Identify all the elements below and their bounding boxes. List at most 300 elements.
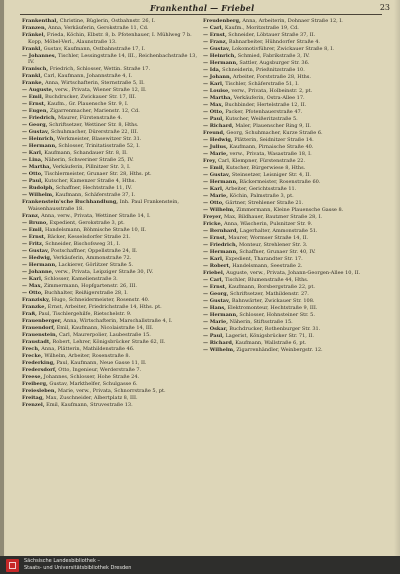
entry-name: — Friedrich,	[203, 242, 238, 248]
entry-details: Schriftsetzer, Wettiner Str. 8, Hths.	[49, 122, 139, 128]
entry-details: Werkmeister, Blasewitzer Str. 31.	[56, 136, 142, 142]
directory-entry	[22, 66, 198, 73]
directory-entry	[203, 74, 379, 81]
entry-details: Auguste, verw., Privata, Johann-Georgen-Allee 10, II.	[226, 270, 361, 276]
entry-details: Steinsetzer, Leisniger Str. 4, II.	[231, 172, 311, 178]
entry-details: Bahnarbeiter, Hühndorfer Straße 4.	[228, 39, 320, 45]
entry-name: — Emil,	[203, 165, 225, 171]
entry-details: Georg, Schuhmacher, Kurze Straße 6.	[226, 130, 323, 136]
entry-name: Frauendorf,	[22, 324, 56, 331]
directory-entry	[22, 297, 198, 304]
directory-entry	[22, 122, 198, 129]
entry-name: — Louise,	[203, 88, 230, 94]
directory-entry	[203, 60, 379, 67]
entry-details: Lackierer, Görlitzer Straße 5.	[58, 261, 134, 268]
entry-name: Fraß,	[22, 310, 37, 317]
directory-entry	[22, 164, 198, 171]
entry-details: Christine, Büglerin, Ostbahnstr. 26, I.	[59, 18, 156, 24]
entry-details: Arbeiter, Gerichtsstraße 11.	[225, 186, 297, 192]
directory-entry	[203, 81, 379, 88]
directory-entry	[22, 332, 198, 339]
entry-name: Fraustadt,	[22, 338, 51, 345]
entry-details: Verkäuferin, Ostra-Allee 17.	[233, 95, 305, 101]
entry-name: Franzisky,	[22, 296, 51, 303]
directory-entry	[22, 311, 198, 318]
entry-name: — Marie,	[203, 193, 228, 199]
entry-details: Ernst, Arbeiter, Friedrichstraße 14, Hths. pt.	[47, 303, 162, 310]
entry-name: Freitag,	[22, 394, 44, 401]
entry-name: — Hermann,	[203, 249, 238, 255]
entry-name: — Richard,	[203, 123, 234, 129]
directory-entry	[203, 305, 379, 312]
directory-entry	[203, 32, 379, 39]
entry-name: — Hermann,	[22, 261, 57, 268]
entry-details: Verkäuferin, Ammonstraße 72.	[53, 254, 132, 261]
entry-details: Marie, verw., Privata, Schnorrstraße 5, pt.	[57, 387, 166, 394]
entry-details: Emil, Kaufmann, Nicolaistraße 14, III.	[56, 324, 154, 331]
entry-name: — Marie,	[203, 319, 228, 325]
entry-details: Johannes, Schlosser, Hohe Straße 24.	[43, 373, 140, 380]
directory-entry	[22, 374, 198, 381]
entry-details: Kaufm., Gr. Plauensche Str. 9, I.	[47, 101, 129, 107]
directory-entry	[22, 353, 198, 360]
directory-entry	[203, 67, 379, 74]
directory-entry	[22, 388, 198, 395]
directory-entry	[22, 360, 198, 367]
entry-details: Buchdrucker, Zwickauer Str. 17, III.	[44, 94, 137, 100]
entry-details: Anna, Wirtschafterin, Marschallstraße 4, I.	[63, 317, 173, 324]
entry-name: — Hermann,	[203, 179, 238, 185]
entry-details: Lagerist, Königsbrücker Str. 71, II.	[225, 333, 314, 339]
directory-entry	[203, 109, 379, 116]
directory-entry	[203, 193, 379, 200]
entry-name: Frankenstein'sche Buchhandlung,	[22, 199, 118, 205]
entry-name: — Otto,	[22, 289, 43, 296]
entry-name: — Ernst,	[203, 284, 227, 290]
directory-entry	[22, 339, 198, 346]
directory-entry	[203, 186, 379, 193]
directory-entry	[22, 199, 198, 212]
directory-entry	[203, 200, 379, 207]
directory-entry	[22, 381, 198, 388]
directory-entry	[22, 87, 198, 94]
directory-entry	[203, 95, 379, 102]
entry-name: — Ida,	[203, 67, 221, 73]
entry-name: — Emil,	[22, 94, 44, 100]
entry-name: — Karl,	[203, 256, 224, 262]
entry-name: — Martha,	[203, 95, 233, 101]
directory-entry	[22, 241, 198, 248]
directory-entry	[22, 94, 198, 101]
entry-details: Bäckermeister, Rosenstraße 60.	[239, 179, 321, 185]
entry-details: Köchin, Palmstraße 3, pt.	[229, 193, 294, 199]
directory-entry	[203, 256, 379, 263]
directory-entry	[203, 319, 379, 326]
entry-details: Bahnwärter, Zwickauer Str. 108.	[231, 298, 315, 304]
entry-details: Inh. Paul Frankenstein, Waisenhausstraße 18.	[28, 199, 179, 212]
entry-name: Frenzel,	[22, 401, 45, 408]
entry-name: — Ernst,	[203, 235, 227, 241]
directory-entry	[203, 221, 379, 228]
entry-details: verw., Privata, Wasastraße 18, I.	[229, 151, 312, 157]
directory-entry	[22, 185, 198, 192]
directory-entry	[203, 298, 379, 305]
entry-details: Anna, Plätterin, Mathildenstraße 46.	[41, 345, 135, 352]
entry-name: — Richard,	[203, 340, 234, 346]
entry-name: — Martha,	[22, 164, 52, 170]
library-logo-icon	[6, 559, 19, 572]
entry-details: verw., Privata, Holbeinstr. 2, pt.	[231, 88, 313, 94]
entry-name: Fränkel,	[22, 32, 46, 38]
entry-details: Handelsmann, Böhmische Straße 10, II.	[44, 226, 147, 233]
library-footer	[0, 556, 400, 574]
entry-name: Frankl,	[22, 45, 43, 52]
entry-details: Schaffner, Grunaer Str. 40, IV.	[239, 249, 316, 255]
entry-name: — Gustav,	[203, 298, 231, 304]
entry-details: Schuhmacher, Dürerstraße 22, III.	[50, 129, 139, 135]
entry-details: Gustav, Kaufmann, Ostbahnstraße 17, I.	[43, 45, 146, 52]
directory-entry	[22, 80, 198, 87]
entry-details: Schlosser, Hohnsteiner Str. 5.	[239, 312, 315, 318]
entry-details: Kaufmann, Borsbergstraße 22, pt.	[228, 284, 315, 290]
directory-entry	[22, 136, 198, 143]
entry-details: Zimmermann, Hopfgartenstr. 26, III.	[43, 282, 137, 289]
directory-entry	[22, 220, 198, 227]
directory-entry	[22, 318, 198, 325]
entry-name: — Heinrich,	[203, 53, 237, 59]
entry-details: Schneider, Löbtauer Straße 37, II.	[228, 32, 316, 38]
directory-entry	[203, 123, 379, 130]
directory-entry	[203, 18, 379, 25]
directory-entry	[22, 283, 198, 290]
entry-details: Handelsmann, Seestraße 2.	[232, 263, 303, 269]
entry-details: Tischler, Schäferstraße 51, I.	[225, 81, 299, 87]
directory-entry	[22, 227, 198, 234]
entry-details: Maurer, Fürstenstraße 4.	[57, 115, 123, 121]
entry-name: — Paul,	[203, 116, 224, 122]
directory-entry	[22, 262, 198, 269]
entry-details: Expedient, Gerokstraße 3, pt.	[49, 219, 125, 226]
entry-name: — Wilhelm,	[203, 347, 235, 353]
entry-name: — Bruno,	[22, 219, 48, 226]
entry-name: — Paul,	[203, 333, 224, 339]
directory-entry	[203, 179, 379, 186]
directory-entry	[203, 242, 379, 249]
directory-entry	[203, 25, 379, 32]
entry-details: Robert, Lehrer, Königsbrücker Straße 62, II.	[52, 338, 166, 345]
library-name-line2: Staats- und Universitätsbibliothek Dresden	[24, 565, 132, 571]
entry-name: — Otto,	[203, 200, 224, 206]
entry-name: — Otto,	[203, 109, 224, 115]
entry-details: Frieda, Köchin, Elbstr. 8, b. Pfotenhauer, I. Mühlweg 7 b. Kopp, Möbel-Verl., Alaunstraße 13.	[28, 32, 192, 45]
entry-details: Kutscher, Weißeritzstraße 5.	[225, 116, 298, 122]
entry-details: Emil, Kaufmann, Struvestraße 13.	[46, 401, 133, 408]
entry-details: Anna, verw., Privata, Wettiner Straße 14, I.	[41, 212, 151, 219]
entry-name: Freund,	[203, 130, 225, 136]
entry-details: Maurer, Wormser Straße 14, II.	[228, 235, 309, 241]
entry-name: — Hans,	[203, 305, 226, 311]
entry-details: Kaufmann, Pirnaische Straße 40.	[229, 144, 314, 150]
entry-name: — Georg,	[203, 291, 229, 297]
directory-entry	[203, 214, 379, 221]
entry-details: Buchhalter, Reißigerstraße 28, I.	[44, 289, 128, 296]
directory-entry	[22, 192, 198, 199]
directory-entry	[203, 88, 379, 95]
entry-name: — Rudolph,	[22, 185, 55, 191]
directory-entry	[22, 395, 198, 402]
entry-name: — Paul,	[22, 178, 43, 184]
entry-name: Frankl,	[22, 73, 43, 79]
directory-entry	[22, 108, 198, 115]
entry-details: Tischler, Lessingstraße 14, III., Reichenbachstraße 13, IV.	[28, 52, 198, 65]
directory-entry	[203, 347, 379, 354]
entry-name: — Julius,	[203, 144, 228, 150]
entry-name: — Karl,	[22, 150, 43, 156]
entry-details: Anna, Arbeiterin, Dohnaer Straße 12, I.	[242, 18, 343, 24]
entry-name: Frey,	[203, 158, 217, 164]
entry-name: — Emil,	[22, 226, 44, 233]
entry-name: — Hedwig,	[203, 137, 233, 143]
entry-details: verw., Privata, Leipziger Straße 30, IV.	[55, 268, 154, 275]
entry-name: Franzen,	[22, 25, 47, 31]
entry-details: verw., Privata, Wiener Straße 12, II.	[55, 87, 147, 93]
entry-name: Frech,	[22, 345, 40, 352]
directory-entry	[22, 178, 198, 185]
entry-name: — Hedwig,	[22, 254, 52, 261]
entry-name: — Robert,	[203, 263, 231, 269]
entry-details: Sattler, Augsburger Str. 36.	[239, 60, 310, 66]
entry-details: Max, Zuschneider, Albertplatz 8, III.	[45, 394, 138, 401]
entry-name: — Carl,	[203, 25, 224, 31]
entry-details: Schneider, Bischofsweg 31, I.	[45, 240, 121, 247]
running-title: Frankenthal — Friebel	[150, 3, 255, 13]
directory-entry	[203, 235, 379, 242]
directory-entry	[22, 129, 198, 136]
directory-entry	[203, 312, 379, 319]
entry-details: Tischlermeister, Grunaer Str. 28, Hths. pt.	[44, 171, 152, 177]
directory-entry	[203, 158, 379, 165]
entry-details: Buchdrucker, Rothenburger Str. 31.	[229, 326, 321, 332]
entry-details: Kutscher, Bürgerwiese 8, Hths.	[225, 165, 306, 171]
entry-details: Kaufmann, Schäferstraße 37, I.	[55, 192, 136, 198]
entry-name: Freese,	[22, 373, 43, 380]
entry-name: — Franz,	[203, 39, 228, 45]
entry-details: Kutscher, Kamenzer Straße 4, Hths.	[44, 178, 136, 184]
directory-entry	[203, 277, 379, 284]
entry-details: Lagerhalter, Ammonstraße 51.	[239, 228, 318, 234]
directory-entry	[22, 276, 198, 283]
entry-name: — Oskar,	[203, 326, 228, 332]
entry-name: — Lina,	[22, 157, 43, 163]
entry-details: Schriftsetzer, Mathildenstr. 27.	[230, 291, 309, 297]
entry-details: Paul, Tischlergehilfe, Rietschelstr. 9.	[38, 310, 132, 317]
library-name-line1: Sächsische Landesbibliothek –	[24, 558, 100, 564]
entry-details: Max, Bildhauer, Bautzner Straße 28, I.	[223, 214, 323, 220]
directory-entry	[22, 157, 198, 164]
entry-details: Plätterin, Seidnitzer Straße 14.	[234, 137, 314, 143]
entry-name: — Max,	[22, 282, 43, 289]
entry-name: — Gustav,	[22, 247, 50, 254]
header-rule	[20, 14, 382, 15]
directory-entry	[203, 137, 379, 144]
entry-name: — Hermann,	[22, 143, 57, 149]
entry-name: — Otto,	[22, 171, 43, 177]
entry-name: — Ernst,	[22, 233, 46, 240]
directory-entry	[203, 165, 379, 172]
directory-entry	[203, 172, 379, 179]
entry-name: Frauenstein,	[22, 331, 58, 338]
entry-name: — Carl,	[203, 277, 224, 283]
entry-name: Freyer,	[203, 214, 223, 220]
directory-entry	[22, 248, 198, 255]
directory-entry	[22, 213, 198, 220]
directory-entry	[22, 269, 198, 276]
entry-name: — Wilhelm,	[22, 192, 54, 198]
directory-entry	[22, 367, 198, 374]
entry-details: Expedient, Tharandter Str. 17.	[225, 256, 303, 262]
entry-details: Näherin, Stiftsstraße 15.	[229, 319, 293, 325]
entry-name: — Johanne,	[22, 268, 54, 275]
entry-details: Bäcker, Kesselsdorfer Straße 21.	[47, 233, 131, 240]
directory-entry	[22, 46, 198, 53]
entry-details: Tischler, Blumenstraße 44, Hths.	[224, 277, 309, 283]
page-number: 23	[379, 3, 390, 12]
entry-details: Hugo, Schneidermeister, Rosenstr. 40.	[51, 296, 150, 303]
directory-entry	[22, 101, 198, 108]
entry-name: Frauenberger,	[22, 317, 62, 324]
directory-entry	[22, 150, 198, 157]
entry-name: — Max,	[203, 102, 224, 108]
entry-name: — Auguste,	[22, 87, 54, 93]
entry-name: Frecke,	[22, 352, 43, 359]
directory-entry	[22, 234, 198, 241]
entry-details: Gärtner, Strehlener Straße 21.	[225, 200, 304, 206]
entry-name: — Friedrich,	[22, 115, 57, 121]
directory-entry	[22, 402, 198, 409]
entry-details: Anna, Wirtschafterin, Sternstraße 5, II.	[44, 80, 145, 86]
entry-name: — Fritz,	[22, 240, 44, 247]
entry-details: Carl, Klempner, Fürstenstraße 22.	[218, 158, 306, 164]
directory-entry	[22, 255, 198, 262]
entry-details: Verkäuferin, Pillnitzer Str. 3, I.	[52, 164, 131, 170]
directory-entry	[22, 32, 198, 45]
entry-details: Kaufmann, Schandauer Str. 8, II.	[44, 150, 128, 156]
directory-entry	[203, 116, 379, 123]
entry-details: Kaufmann, Wallstraße 6, pt.	[235, 340, 307, 346]
entry-details: Carl, Maurerpolier, Laubestraße 15.	[58, 331, 151, 338]
entry-details: Buchbinder, Hertelstraße 12, II.	[224, 102, 307, 108]
entry-name: — Gustav,	[203, 172, 231, 178]
entry-details: Näherin, Schweriner Straße 25, IV.	[44, 157, 134, 163]
entry-details: Kaufm., Moritzstraße 19, Cd.	[224, 25, 299, 31]
entry-name: Frankenthal,	[22, 18, 59, 24]
directory-entry	[203, 228, 379, 235]
directory-entry	[203, 263, 379, 270]
entry-details: Schlosser, Kamelienstraße 3.	[44, 275, 118, 282]
left-column	[22, 18, 198, 550]
entry-name: — Ernst,	[203, 32, 227, 38]
entry-name: — Johannes,	[22, 52, 57, 59]
directory-entry	[22, 171, 198, 178]
entry-name: — Eugen,	[22, 108, 49, 114]
entry-name: — Marie,	[203, 151, 228, 157]
entry-name: — Bernhard,	[203, 228, 239, 234]
entry-details: Zigarrenmacher, Marienstr. 12, Cd.	[49, 108, 140, 114]
directory-entry	[203, 249, 379, 256]
directory-entry	[203, 39, 379, 46]
entry-details: Maler, Plauenscher Ring 9, II.	[235, 123, 312, 129]
directory-entry	[22, 53, 198, 66]
directory-entry	[22, 73, 198, 80]
entry-name: Fredersdorf,	[22, 366, 57, 373]
entry-name: — Wilhelm,	[203, 207, 235, 213]
entry-details: Packer, Pfotenhauerstraße 47.	[225, 109, 303, 115]
directory-entry	[22, 25, 198, 32]
directory-entry	[203, 340, 379, 347]
entry-name: — Heinrich,	[22, 136, 56, 142]
entry-details: Postschaffner, Oppellstraße 24, II.	[50, 247, 138, 254]
entry-name: — Ernst,	[22, 101, 46, 107]
right-column	[203, 18, 379, 550]
directory-entry	[203, 291, 379, 298]
entry-name: — Hermann,	[203, 312, 238, 318]
directory-entry	[203, 270, 379, 277]
directory-entry	[22, 325, 198, 332]
entry-name: — Hermann,	[203, 60, 238, 66]
entry-name: Freiesleben,	[22, 387, 57, 394]
directory-entry	[203, 102, 379, 109]
entry-name: Frederking,	[22, 359, 55, 366]
entry-details: Schaffner, Hechtstraße 11, IV.	[55, 185, 132, 191]
entry-details: Schlosser, Trinitatisstraße 52, I.	[58, 143, 140, 149]
directory-entry	[22, 304, 198, 311]
entry-name: Freudenberg,	[203, 18, 241, 24]
directory-entry	[203, 284, 379, 291]
entry-details: Elektromonteur, Hechtstraße 9, III.	[227, 305, 318, 311]
entry-name: — Georg,	[22, 122, 48, 128]
entry-details: Arbeiter, Forststraße 28, Hths.	[232, 74, 311, 80]
entry-name: — Gustav,	[203, 46, 231, 52]
entry-details: Wilhelm, Arbeiter, Rosenstraße 8.	[44, 352, 131, 359]
entry-name: Friebel,	[203, 270, 225, 276]
entry-details: Schmied, Fabrikstraße 3, IV.	[237, 53, 310, 59]
entry-name: — Gustav,	[22, 129, 50, 135]
entry-details: Zigarrenhändler, Weinbergstr. 12.	[236, 347, 323, 353]
entry-details: Monteur, Strehlener Str. 3.	[238, 242, 308, 248]
entry-name: — Karl,	[203, 186, 224, 192]
entry-name: Franke,	[22, 80, 44, 86]
entry-name: Fricke,	[203, 221, 223, 227]
directory-entry	[203, 53, 379, 60]
entry-details: Zimmermann, Kleine Plauensche Gasse 8.	[236, 207, 344, 213]
entry-details: Anna, Wäscherin, Pulsnitzer Str. 9.	[224, 221, 313, 227]
entry-details: Anna, Verkäuferin, Gerokstraße 11, Cd.	[47, 25, 149, 31]
directory-entry	[203, 144, 379, 151]
directory-entry	[203, 46, 379, 53]
directory-entry	[22, 115, 198, 122]
entry-details: Lokomotivführer, Zwickauer Straße 8, I.	[231, 46, 334, 52]
directory-entry	[22, 346, 198, 353]
entry-details: Friedrich, Schlosser, Wettin. Straße 17.	[49, 66, 151, 72]
directory-entry	[203, 326, 379, 333]
directory-entry	[22, 143, 198, 150]
entry-name: — Karl,	[203, 81, 224, 87]
entry-name: Franzke,	[22, 303, 47, 310]
entry-name: — Karl,	[22, 275, 43, 282]
entry-details: Otto, Ingenieur, Werderstraße 7.	[58, 366, 142, 373]
directory-entry	[22, 18, 198, 25]
binding-gutter	[0, 0, 4, 556]
